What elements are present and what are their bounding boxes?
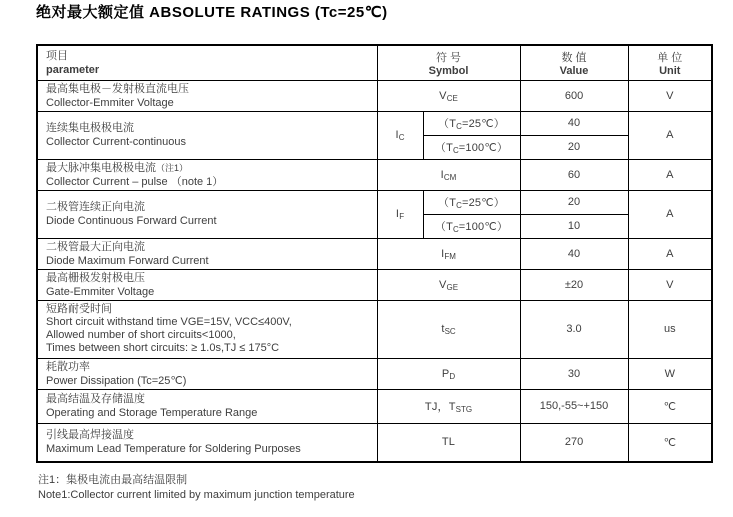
param-cell-icm: 最大脉冲集电极极电流（注1） Collector Current – pulse （note 1） (37, 159, 377, 190)
header-unit (628, 45, 712, 80)
symbol-cell-icm (377, 159, 520, 190)
header-value (520, 45, 628, 80)
unit-cell-if: A (628, 190, 712, 238)
unit-cell-ifm: A (628, 238, 712, 269)
symbol-main: I (441, 247, 445, 260)
symbol-cell-if (377, 190, 423, 238)
header-symbol-en: Symbol (428, 64, 469, 77)
header-value-en: Value (559, 64, 589, 77)
table-row (37, 111, 712, 135)
symbol-cell-ifm (377, 238, 520, 269)
param-cell-ic: 连续集电极极电流 Collector Current-continuous (37, 111, 377, 159)
header-unit-zh: 单 位 (657, 51, 683, 64)
header-unit-en: Unit (659, 64, 681, 77)
value-cell-tsc: 3.0 (520, 300, 628, 358)
symbol-sub: CE (446, 93, 458, 103)
param-cell-tl: 引线最高焊接温度 Maximum Lead Temperature for Soldering Purposes (37, 423, 377, 462)
header-parameter-zh: 项目 (46, 49, 68, 62)
symbol-main: V (438, 278, 447, 291)
absolute-ratings-table (36, 44, 713, 463)
condition-cell-ic-100: $(T_C=100℃)$ (423, 135, 520, 159)
value-cell-tl: 270 (520, 423, 628, 462)
header-value-zh: 数 值 (561, 51, 587, 64)
symbol-sub: C (398, 133, 405, 142)
header-parameter (37, 45, 377, 80)
page-title: 绝对最大额定值 ABSOLUTE RATINGS (Tc=25℃) (36, 4, 388, 21)
symbol-cell-tj (377, 389, 520, 423)
value-cell-ifm: 40 (520, 238, 628, 269)
value-cell-vce: 600 (520, 80, 628, 111)
value-cell-vge: ±20 (520, 269, 628, 300)
table-header-row (37, 45, 712, 80)
symbol-sub: STG (455, 405, 473, 414)
symbol-main: t (441, 323, 445, 335)
table-row (37, 300, 712, 358)
table-row (37, 190, 712, 214)
symbol-cell-vce (377, 80, 520, 111)
footnote-en: Note1:Collector current limited by maximum junction temperature (38, 489, 355, 501)
symbol-main: TJ，T (424, 401, 456, 413)
table-row (37, 238, 712, 269)
footnote-zh: 注1：集极电流由最高结温限制 (38, 474, 188, 486)
value-cell-icm: 60 (520, 159, 628, 190)
value-cell-pd: 30 (520, 358, 628, 389)
header-symbol-zh: 符 号 (435, 51, 462, 64)
unit-cell-vce: V (628, 80, 712, 111)
symbol-main: I (395, 129, 399, 141)
value-cell-if-25: 20 (520, 190, 628, 214)
symbol-sub: SC (444, 327, 456, 336)
header-symbol (377, 45, 520, 80)
param-cell-pd: 耗散功率 Power Dissipation (Tc=25℃) (37, 358, 377, 389)
table-row (37, 423, 712, 462)
symbol-cell-tsc (377, 300, 520, 358)
unit-cell-pd: W (628, 358, 712, 389)
table-row (37, 269, 712, 300)
footnote (38, 473, 355, 503)
table-row (37, 159, 712, 190)
symbol-cell-tl (377, 423, 520, 462)
param-cell-if: 二极管连续正向电流 Diode Continuous Forward Current (37, 190, 377, 238)
param-cell-tsc: 短路耐受时间 Short circuit withstand time VGE=15V, VCC≤400V, Allowed number of short circuits<1000, Times between short circuits: ≥ 1.0s,TJ ≤ 175°C (37, 300, 377, 358)
symbol-sub: D (449, 371, 456, 381)
value-cell-ic-25: 40 (520, 111, 628, 135)
symbol-cell-pd (377, 358, 520, 389)
symbol-main: TL (441, 436, 456, 449)
param-cell-tj: 最高结温及存储温度 Operating and Storage Temperature Range (37, 389, 377, 423)
param-cell-vce: 最高集电极－发射极直流电压 Collector-Emmiter Voltage (37, 80, 377, 111)
unit-cell-tl: ℃ (628, 423, 712, 462)
symbol-main: I (440, 168, 444, 181)
header-parameter-en: parameter (46, 63, 100, 76)
symbol-main: V (439, 89, 447, 102)
table-row (37, 80, 712, 111)
unit-cell-ic: A (628, 111, 712, 159)
unit-cell-icm: A (628, 159, 712, 190)
table-row (37, 358, 712, 389)
unit-cell-tj: ℃ (628, 389, 712, 423)
table-row (37, 389, 712, 423)
symbol-sub: CM (443, 172, 457, 182)
symbol-sub: GE (446, 282, 459, 292)
value-cell-ic-100: 20 (520, 135, 628, 159)
note-ref: （注1） (156, 162, 189, 173)
value-cell-tj: 150,-55~+150 (520, 389, 628, 423)
condition-cell-if-100: $(T_C=100℃)$ (423, 214, 520, 238)
symbol-main: I (395, 208, 400, 220)
value-cell-if-100: 10 (520, 214, 628, 238)
unit-cell-vge: V (628, 269, 712, 300)
condition-cell-if-25: $(T_C=25℃)$ (423, 190, 520, 214)
symbol-sub: F (399, 212, 405, 221)
unit-cell-tsc: us (628, 300, 712, 358)
symbol-cell-ic (377, 111, 423, 159)
param-cell-vge: 最高栅极发射极电压 Gate-Emmiter Voltage (37, 269, 377, 300)
param-cell-ifm: 二极管最大正向电流 Diode Maximum Forward Current (37, 238, 377, 269)
symbol-sub: FM (444, 251, 456, 261)
symbol-main: P (441, 367, 450, 380)
condition-cell-ic-25: $(T_C=25℃)$ (423, 111, 520, 135)
symbol-cell-vge (377, 269, 520, 300)
